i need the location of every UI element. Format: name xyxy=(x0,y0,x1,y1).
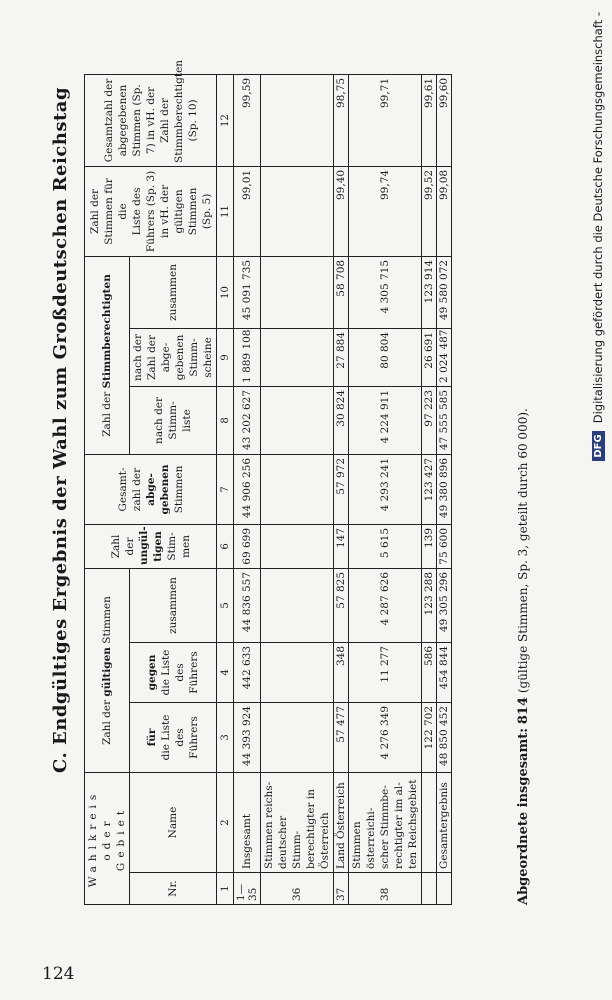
page-number: 124 xyxy=(42,964,75,984)
table-row: 1—35 Insgesamt 44 393 924 442 633 44 836 557 69 699 44 906 256 43 202 627 1 889 108 45 091 735 99,01 99,59 xyxy=(234,74,261,904)
page-title: C. Endgültiges Ergebnis der Wahl zum Großdeutschen Reichstag xyxy=(50,86,71,774)
header-pct-fuehrer: Zahl der Stimmen für die Liste des Führers (Sp. 3) in vH. der gültigen Stimmen (Sp. 5) xyxy=(85,166,217,256)
footnote xyxy=(516,408,531,905)
header-pct-beteiligung: Gesamtzahl der abgegebenen Stimmen (Sp. 7) in vH. der Zahl der Stimmberechtigten (Sp. 10) xyxy=(85,74,217,166)
header-ungueltige: Zahl der ungül- tigen Stim- men xyxy=(85,524,217,568)
column-number-row: 1 2 3 4 5 6 7 8 9 10 11 12 xyxy=(217,74,234,904)
header-zusammen: zusammen xyxy=(130,568,217,642)
credit-text: Digitalisierung gefördert durch die Deutsche Forschungsgemeinschaft - xyxy=(591,12,605,424)
header-stimmberechtigte: Zahl der Stimmberechtigten xyxy=(85,256,130,454)
dfg-logo: DFG xyxy=(592,431,605,460)
header-row-1 xyxy=(85,74,130,904)
header-zusammen-berechtigte: zusammen xyxy=(130,256,217,328)
header-stimmscheine: nach der Zahl der abge- gebenen Stimm- scheine xyxy=(130,328,217,386)
header-name: Name xyxy=(130,772,217,872)
table-row: 38 Stimmen österreichi- scher Stimmbe- rechtigter im al- ten Reichsgebiet 4 276 349 11 277 4 287 626 5 615 4 293 241 4 224 911 80 804 4 305 715 99,74 99,71 xyxy=(349,74,422,904)
table-row: 36 Stimmen reichs- deutscher Stimm- berechtigter in Österreich xyxy=(261,74,334,904)
election-results-table xyxy=(84,59,452,905)
table-row: 122 702 586 123 288 139 123 427 97 223 26 691 123 914 99,52 99,61 xyxy=(422,74,437,904)
header-gueltige-stimmen: Zahl der gültigen Stimmen xyxy=(85,568,130,772)
header-fuer: für die Liste des Führers xyxy=(130,702,217,772)
header-nr: Nr. xyxy=(130,873,217,905)
footnote-label: Abgeordnete insgesamt: xyxy=(516,727,531,905)
footnote-value: 814 xyxy=(516,696,531,725)
header-stimmliste: nach der Stimm- liste xyxy=(130,386,217,454)
header-wahlkreis: Wahlkreis oder Gebiet xyxy=(85,772,130,904)
footnote-text: (gültige Stimmen, Sp. 3, geteilt durch 60 000). xyxy=(516,408,530,694)
header-gegen: gegen die Liste des Führers xyxy=(130,642,217,702)
table-row: 37 Land Österreich 57 477 348 57 825 147 57 972 30 824 27 884 58 708 99,40 98,75 xyxy=(334,74,349,904)
table-total-row: Gesamtergebnis 48 850 452 454 844 49 305 296 75 600 49 380 896 47 555 585 2 024 487 49 580 072 99,08 99,60 xyxy=(437,74,452,904)
header-gesamtzahl: Gesamt- zahl der abge- gebenen Stimmen xyxy=(85,454,217,524)
